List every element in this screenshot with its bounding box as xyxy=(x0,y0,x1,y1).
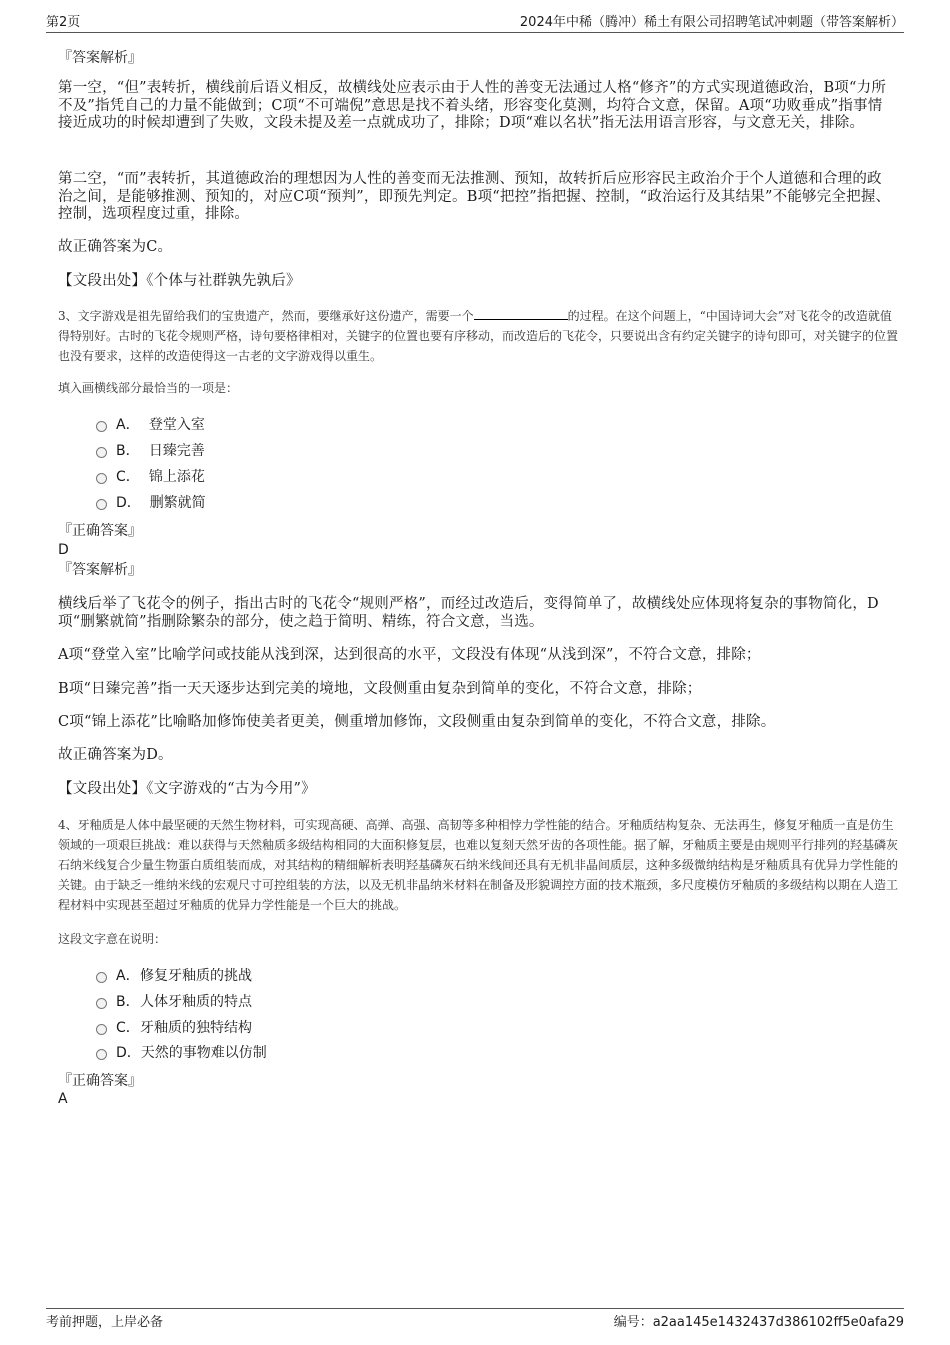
q3-analysis-para3: B项“日臻完善”指一天天逐步达到完美的境地，文段侧重由复杂到简单的变化，不符合文意，排除； xyxy=(58,681,702,697)
q3-correct-label: 『正确答案』 xyxy=(58,523,142,539)
q3-option-c[interactable]: C． 锦上添花 xyxy=(96,468,205,486)
q3-analysis-para1: 横线后举了飞花令的例子，指出古时的飞花令“规则严格”，而经过改造后，变得简单了，故横线处应体现将复杂的事物简化，D项“删繁就简”指删除繁杂的部分，使之趋于简明、精练，符合文意，当选。 xyxy=(58,596,879,630)
document-title: 2024年中稀（腾冲）稀土有限公司招聘笔试冲刺题（带答案解析） xyxy=(519,15,904,30)
page-footer xyxy=(46,1308,904,1333)
q3-stem-part2: 的过程。在这个问题上，“中国诗词大会”对飞花令的改造就值得特别好。古时的飞花令规则严格，诗句要格律相对，关键字的位置也要有序移动，而改造后的飞花令，只要说出含有约定关键字的诗句即可，对关键字的位置也没有要求，这样的改造使得这一古老的文字游戏得以重生。 xyxy=(58,309,899,363)
q3-prompt: 填入画横线部分最恰当的一项是： xyxy=(58,381,239,395)
footer-serial: 编号：a2aa145e1432437d386102ff5e0afa29 xyxy=(613,1315,904,1330)
q3-correct-answer: D xyxy=(58,542,69,558)
q3-option-a[interactable]: A． 登堂入室 xyxy=(96,416,205,434)
page-number: 第2页 xyxy=(46,15,81,30)
q4-option-b[interactable]: B．人体牙釉质的特点 xyxy=(96,993,252,1011)
q3-blank xyxy=(474,307,568,320)
q4-stem: 4、牙釉质是人体中最坚硬的天然生物材料，可实现高硬、高弹、高强、高韧等多种相悖力学性能的结合。牙釉质结构复杂、无法再生，修复牙釉质一直是仿生领域的一项艰巨挑战：难以获得与天然釉质多级结构相同的大面积修复层，也难以复刻天然牙齿的各项性能。据了解，牙釉质主要是由规则平行排列的羟基磷灰石纳米线复合少量生物蛋白质组装而成，对其结构的精细解析表明羟基磷灰石纳米线间还具有无机非晶间质层，这种多级微纳结构是牙釉质具有优异力学性能的关键。由于缺乏一维纳米线的宏观尺寸可控组装的方法，以及无机非晶纳米材料在制备及形貌调控方面的技术瓶颈，多尺度模仿牙釉质的多级结构以期在人造工程材料中实现甚至超过牙釉质的优异力学性能是一个巨大的挑战。 xyxy=(58,818,899,912)
q3-analysis-para4: C项“锦上添花”比喻略加修饰使美者更美，侧重增加修饰，文段侧重由复杂到简单的变化，不符合文意，排除。 xyxy=(58,714,776,730)
q3-stem xyxy=(58,306,898,366)
q4-option-c[interactable]: C．牙釉质的独特结构 xyxy=(96,1019,252,1037)
q4-correct-label: 『正确答案』 xyxy=(58,1073,142,1089)
q3-analysis-label: 『答案解析』 xyxy=(58,562,142,578)
q4-option-a[interactable]: A．修复牙釉质的挑战 xyxy=(96,967,252,985)
radio-icon[interactable] xyxy=(96,473,107,484)
radio-icon[interactable] xyxy=(96,421,107,432)
q2-analysis-para2: 第二空，“而”表转折，其道德政治的理想因为人性的善变而无法推测、预知，故转折后应形容民主政治介于个人道德和合理的政治之间，是能够推测、预知的，对应C项“预判”，即预先判定。B项“把控”指把握、控制，“政治运行及其结果”不能够完全把握、控制，选项程度过重，排除。 xyxy=(58,171,891,222)
radio-icon[interactable] xyxy=(96,998,107,1009)
footer-slogan: 考前押题，上岸必备 xyxy=(46,1315,164,1330)
q3-stem-part1: 3、文字游戏是祖先留给我们的宝贵遗产，然而，要继承好这份遗产，需要一个 xyxy=(58,309,474,323)
q3-source: 【文段出处】《文字游戏的“古为今用”》 xyxy=(58,781,316,797)
radio-icon[interactable] xyxy=(96,499,107,510)
q2-analysis-para1: 第一空，“但”表转折，横线前后语义相反，故横线处应表示由于人性的善变无法通过人格“修齐”的方式实现道德政治，B项“力所不及”指凭自己的力量不能做到；C项“不可端倪”意思是找不着头绪，形容变化莫测，均符合文意，保留。A项“功败垂成”指事情接近成功的时候却遭到了失败，文段未提及差一点就成功了，排除；D项“难以名状”指无法用语言形容，与文意无关，排除。 xyxy=(58,80,887,131)
radio-icon[interactable] xyxy=(96,447,107,458)
radio-icon[interactable] xyxy=(96,972,107,983)
q3-option-b[interactable]: B． 日臻完善 xyxy=(96,442,205,460)
radio-icon[interactable] xyxy=(96,1024,107,1035)
q3-analysis-para2: A项“登堂入室”比喻学问或技能从浅到深，达到很高的水平，文段没有体现“从浅到深”，不符合文意，排除； xyxy=(58,647,761,663)
q4-correct-answer: A xyxy=(58,1091,68,1107)
q2-conclusion: 故正确答案为C。 xyxy=(58,239,173,255)
radio-icon[interactable] xyxy=(96,1049,107,1060)
page-header xyxy=(46,10,904,33)
q3-conclusion: 故正确答案为D。 xyxy=(58,747,173,763)
q2-analysis-label: 『答案解析』 xyxy=(58,50,142,66)
q2-source: 【文段出处】《个体与社群孰先孰后》 xyxy=(58,273,301,289)
q4-prompt: 这段文字意在说明： xyxy=(58,932,167,946)
q4-option-d[interactable]: D．天然的事物难以仿制 xyxy=(96,1044,267,1062)
q3-option-d[interactable]: D． 删繁就简 xyxy=(96,494,206,512)
